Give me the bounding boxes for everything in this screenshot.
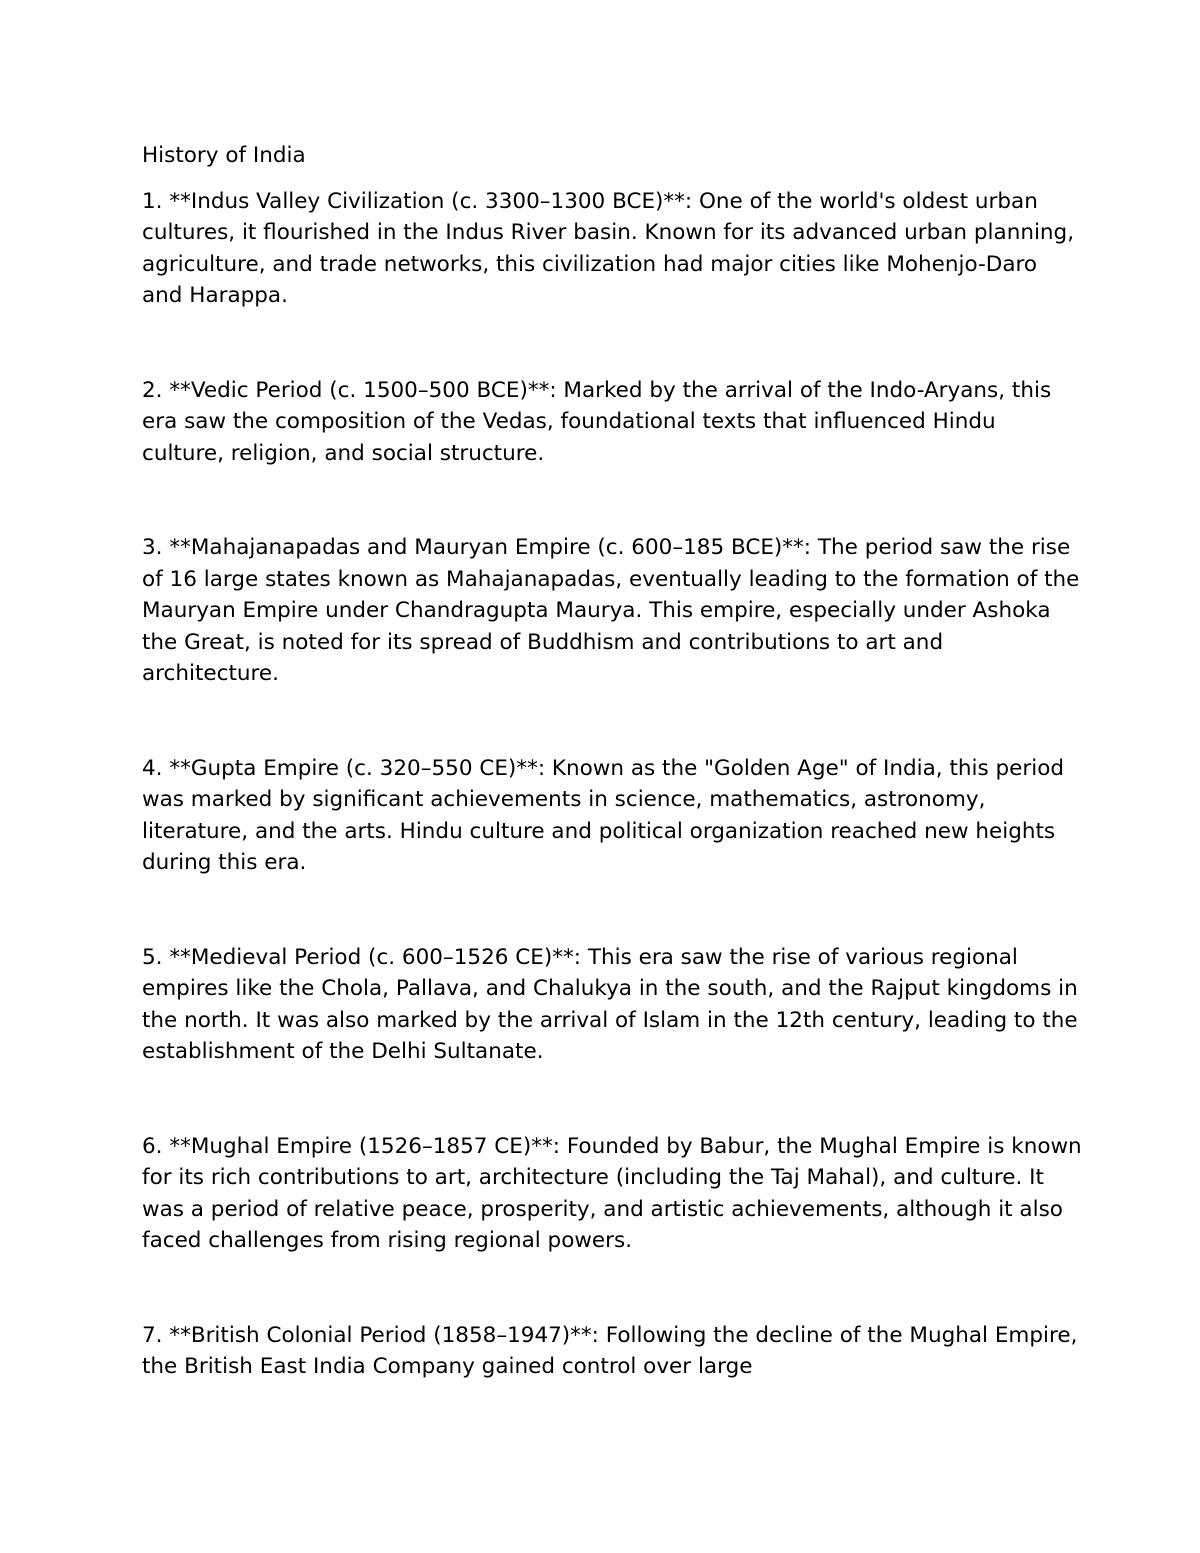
paragraph-mauryan-empire: 3. **Mahajanapadas and Mauryan Empire (c. 600–185 BCE)**: The period saw the rise of 16 large states known as Mahajanapadas, eventually leading to the formation of the Mauryan Empire under Chandragupta Maurya. This empire, especially under Ashoka the Great, is noted for its spread of Buddhism and contributions to art and architecture. bbox=[142, 535, 1080, 686]
paragraph-spacer bbox=[142, 469, 1082, 532]
paragraph-spacer bbox=[142, 879, 1082, 942]
paragraph-spacer bbox=[142, 1257, 1082, 1320]
paragraph-medieval-period: 5. **Medieval Period (c. 600–1526 CE)**: This era saw the rise of various regional empires like the Chola, Pallava, and Chalukya in the south, and the Rajput kingdoms in the north. It was also marked by the arrival of Islam in the 12th century, leading to the establishment of the Delhi Sultanate. bbox=[142, 944, 1078, 1064]
paragraph-spacer bbox=[142, 690, 1082, 753]
paragraph-vedic-period: 2. **Vedic Period (c. 1500–500 BCE)**: Marked by the arrival of the Indo-Aryans, this era saw the composition of the Vedas, foundational texts that influenced Hindu culture, religion, and social structure. bbox=[142, 377, 1052, 466]
paragraph-spacer bbox=[142, 1068, 1082, 1131]
paragraph-gupta-empire: 4. **Gupta Empire (c. 320–550 CE)**: Known as the "Golden Age" of India, this period was marked by significant achievements in science, mathematics, astronomy, literature, and the arts. Hindu culture and political organization reached new heights during this era. bbox=[142, 755, 1065, 875]
paragraph-indus-valley: 1. **Indus Valley Civilization (c. 3300–1300 BCE)**: One of the world's oldest urban cultures, it flourished in the Indus River basin. Known for its advanced urban planning, agriculture, and trade networks, this civilization had major cities like Mohenjo-Daro and Harappa. bbox=[142, 188, 1075, 308]
paragraph-mughal-empire: 6. **Mughal Empire (1526–1857 CE)**: Founded by Babur, the Mughal Empire is known for its rich contributions to art, architecture (including the Taj Mahal), and culture. It was a period of relative peace, prosperity, and artistic achievements, although it also faced challenges from rising regional powers. bbox=[142, 1133, 1082, 1253]
paragraph-spacer bbox=[142, 312, 1082, 375]
paragraph-british-colonial: 7. **British Colonial Period (1858–1947)**: Following the decline of the Mughal Empire, the British East India Company gained control over large bbox=[142, 1322, 1078, 1379]
document-body bbox=[142, 140, 1082, 1383]
document-title: History of India bbox=[142, 143, 306, 168]
